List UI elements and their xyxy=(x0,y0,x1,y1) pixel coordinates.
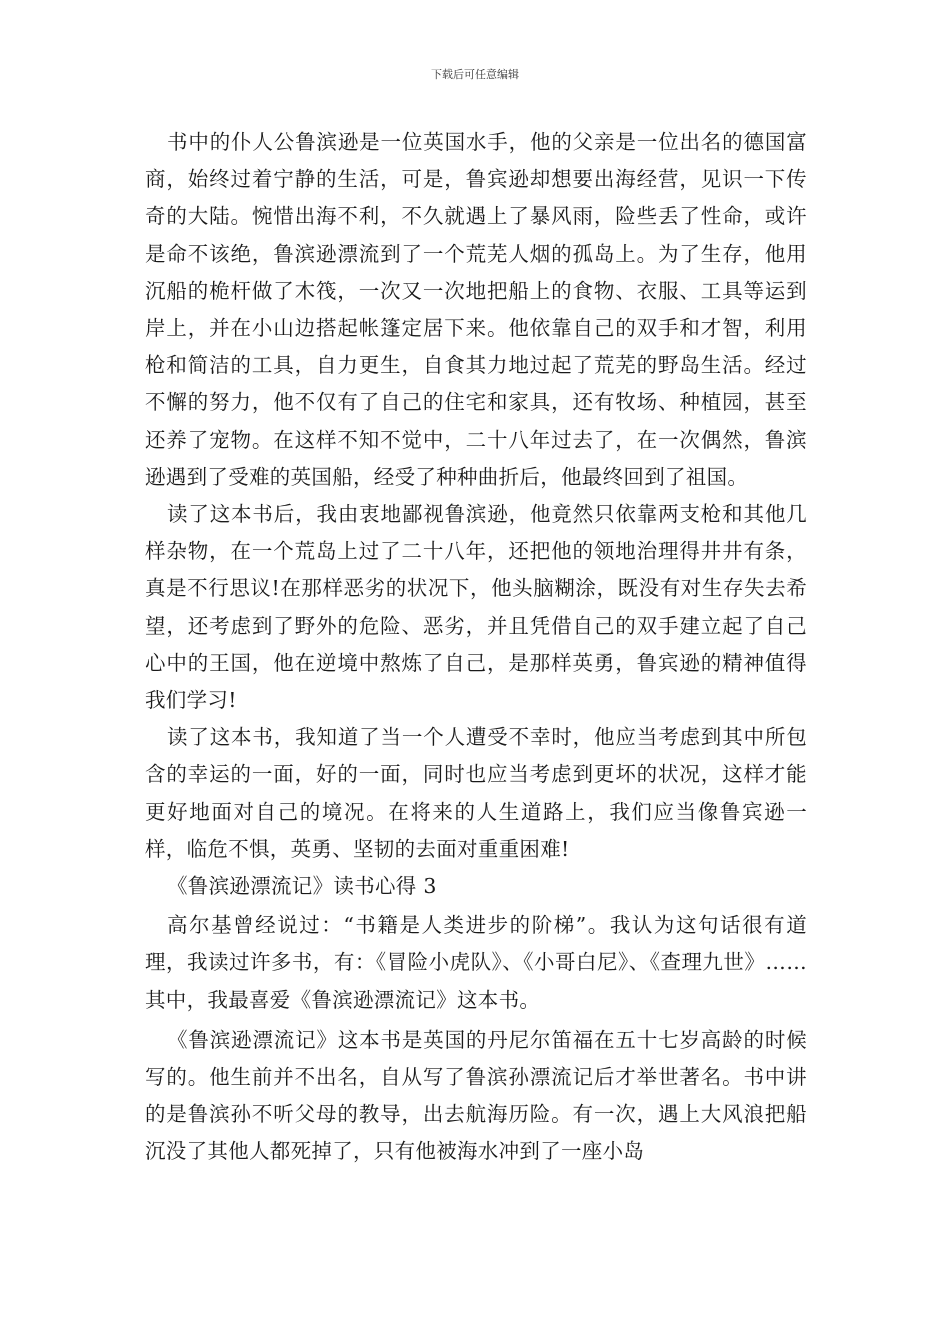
paragraph: 读了这本书，我知道了当一个人遭受不幸时，他应当考虑到其中所包含的幸运的一面，好的一面，同时也应当考虑到更坏的状况，这样才能更好地面对自己的境况。在将来的人生道路上，我们应当像鲁宾逊一样，临危不惧，英勇、坚韧的去面对重重困难! xyxy=(145,725,807,861)
document-body xyxy=(145,124,807,1171)
paragraph: 书中的仆人公鲁滨逊是一位英国水手，他的父亲是一位出名的德国富商，始终过着宁静的生活，可是，鲁宾逊却想要出海经营，见识一下传奇的大陆。惋惜出海不利，不久就遇上了暴风雨，险些丢了性命，或许是命不该绝，鲁滨逊漂流到了一个荒芜人烟的孤岛上。为了生存，他用沉船的桅杆做了木筏，一次又一次地把船上的食物、衣服、工具等运到岸上，并在小山边搭起帐篷定居下来。他依靠自己的双手和才智，利用枪和简洁的工具，自力更生，自食其力地过起了荒芜的野岛生活。经过不懈的努力，他不仅有了自己的住宅和家具，还有牧场、种植园，甚至还养了宠物。在这样不知不觉中，二十八年过去了，在一次偶然，鲁滨逊遇到了受难的英国船，经受了种种曲折后，他最终回到了祖国。 xyxy=(145,130,807,489)
section-title: 《鲁滨逊漂流记》读书心得 3 xyxy=(167,874,437,899)
page-header: 下载后可任意编辑 xyxy=(431,68,519,81)
paragraph: 读了这本书后，我由衷地鄙视鲁滨逊，他竟然只依靠两支枪和其他几样杂物，在一个荒岛上过了二十八年，还把他的领地治理得井井有条，真是不行思议!在那样恶劣的状况下，他头脑糊涂，既没有对生存失去希望，还考虑到了野外的危险、恶劣，并且凭借自己的双手建立起了自己心中的王国，他在逆境中熬炼了自己，是那样英勇，鲁宾逊的精神值得我们学习! xyxy=(145,502,807,713)
paragraph: 高尔基曾经说过：“书籍是人类进步的阶梯”。我认为这句话很有道理，我读过许多书，有：《冒险小虎队》、《小哥白尼》、《查理九世》……其中，我最喜爱《鲁滨逊漂流记》这本书。 xyxy=(145,913,807,1012)
paragraph: 《鲁滨逊漂流记》这本书是英国的丹尼尔笛福在五十七岁高龄的时候写的。他生前并不出名，自从写了鲁滨孙漂流记后才举世著名。书中讲的是鲁滨孙不听父母的教导，出去航海历险。有一次，遇上大风浪把船沉没了其他人都死掉了，只有他被海水冲到了一座小岛 xyxy=(145,1027,807,1164)
